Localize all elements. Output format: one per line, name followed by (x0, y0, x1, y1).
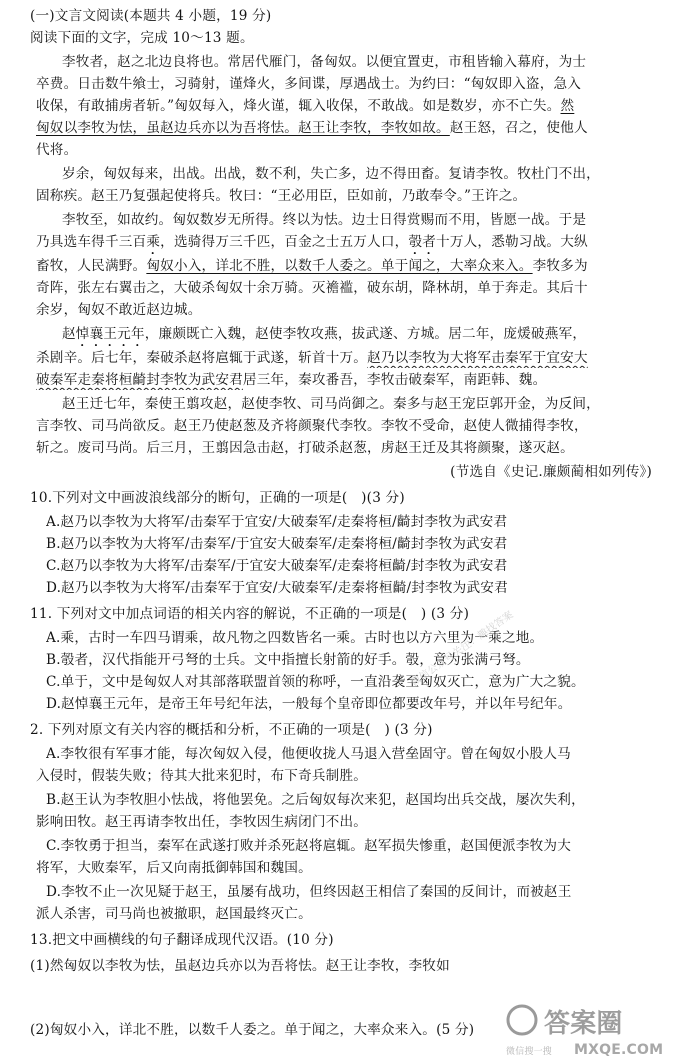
p4-line1: 赵悼襄王元年，廉颇既亡入魏，赵使李牧攻燕，拔武遂、方城。居二年，庞煖破燕军， (62, 326, 587, 342)
p3-line3: 畜牧，人民满野。匈奴小入，详北不胜，以数千人委之。单于闻之，大率众来入。李牧多为 (36, 258, 588, 274)
p3-line2: 乃具选车得千三百乘，选骑得万三千匹，百金之士五万人口，彀者十万人，悉勒习战。大纵 (36, 234, 588, 250)
wavy-line-sentence-cont: 破秦军走秦将桓齮封李牧为武安君 (36, 372, 243, 388)
q12-option-d-line2: 派人杀害，司马尚也被撤职，赵国最终灭亡。 (36, 906, 312, 922)
watermark-text: 微信公众号关注：趣找答案 (409, 609, 516, 689)
underline-sentence-2: 匈奴小入，详北不胜，以数千人委之。单于闻之，大率众来入。 (146, 258, 533, 274)
p5-line3: 斩之。废司马尚。后三月，王翦因急击赵，打破杀赵葱，虏赵王迁及其将颜聚，遂灭赵。 (36, 440, 574, 456)
q10-option-b: B.赵乃以李牧为大将军/击秦军/于宜安大破秦军/走秦将桓/齮封李牧为武安君 (46, 536, 508, 552)
p2-line1: 岁余，匈奴每来，出战。出战，数不利，失亡多，边不得田畜。复请李牧。牧杜门不出， (62, 166, 600, 182)
q12-option-b-line2: 影响田牧。赵王再请李牧出任，李牧因生病闭门不出。 (36, 814, 368, 830)
q11-option-b: B.彀者，汉代指能开弓弩的士兵。文中指擅长射箭的好手。彀，意为张满弓弩。 (46, 652, 530, 668)
p2-line2: 固称疾。赵王乃复强起使将兵。牧曰：“王必用臣，臣如前，乃敢奉令。”王许之。 (36, 188, 527, 204)
p1-line1: 李牧者，赵之北边良将也。常居代雁门，备匈奴。以便宜置吏，市租皆输入幕府，为士 (62, 54, 587, 70)
q11-option-c: C.单于，文中是匈奴人对其部落联盟首领的称呼，一直沿袭至匈奴灭亡，意为广大之貌。 (46, 674, 585, 690)
p1-line2: 卒费。日击数牛飨士，习骑射，谨烽火，多间谍，厚遇战士。为约曰：“匈奴即入盗，急入 (36, 76, 582, 92)
q10-stem: 10.下列对文中画波浪线部分的断句，正确的一项是( )(3 分) (30, 490, 405, 506)
q12-option-a-line1: A.李牧很有军事才能，每次匈奴入侵，他便收拢人马退入营垒固守。曾在匈奴小股人马 (46, 746, 571, 762)
q13-sentence-1: (1)然匈奴以李牧为怯，虽赵边兵亦以为吾将怯。赵王让李牧，李牧如 (30, 958, 450, 974)
p1-line5: 代将。 (36, 142, 78, 158)
p3-line5: 余岁，匈奴不敢近赵边城。 (36, 302, 202, 318)
q11-option-d: D.赵悼襄王元年，是帝王年号纪年法，一般每个皇帝即位都要改年号，并以年号纪年。 (46, 696, 572, 712)
q11-option-a: A.乘，古时一车四马谓乘，故凡物之四数皆名一乘。古时也以方六里为一乘之地。 (46, 630, 544, 646)
q10-option-d: D.赵乃以李牧为大将军/击秦军于宜安/大破秦军/走秦将桓齮/封李牧为武安君 (46, 580, 508, 596)
q12-option-d-line1: D.李牧不止一次见疑于赵王，虽屡有战功，但终因赵王相信了秦国的反间计，而被赵王 (46, 884, 572, 900)
p5-line1: 赵王迁七年，秦使王翦攻赵，赵使李牧、司马尚御之。秦多与赵王宠臣郭开金，为反间， (62, 396, 600, 412)
q13-sentence-2: (2)匈奴小入，详北不胜，以数千人委之。单于闻之，大率众来入。(5 分) (30, 1022, 475, 1038)
section-header: (一)文言文阅读(本题共 4 小题，19 分) (30, 8, 272, 24)
p3-line4: 奇阵，张左右翼击之，大破杀匈奴十余万骑。灭襜褴，破东胡，降林胡，单于奔走。其后十 (36, 280, 588, 296)
q12-option-c-line2: 将军，大败秦军，后又向南抵御韩国和魏国。 (36, 860, 312, 876)
logo-domain-text: MXQE.COM (574, 1042, 664, 1058)
dotted-word-gouzhe: 彀者 (408, 234, 437, 250)
logo-main-text: 答案圈 (544, 1009, 623, 1039)
q12-option-b-line1: B.赵王认为李牧胆小怯战，将他罢免。之后匈奴每次来犯，赵国均出兵交战，屡次失利， (46, 792, 585, 808)
q11-stem: 11. 下列对文中加点词语的相关内容的解说，不正确的一项是( ) (3 分) (30, 606, 470, 622)
underline-sentence-1-cont: 匈奴以李牧为怯，虽赵边兵亦以为吾将怯。赵王让李牧，李牧如故。 (36, 120, 450, 136)
q12-option-c-line1: C.李牧勇于担当，秦军在武遂打败并杀死赵将扈辄。赵军损失惨重，赵国便派李牧为大 (46, 838, 572, 854)
dotted-word-cheng: 乘 (146, 234, 161, 250)
underline-sentence-1: 然 (560, 98, 575, 114)
q12-option-a-line2: 入侵时，假装失败；待其大批来犯时，布下奇兵制胜。 (36, 768, 368, 784)
p4-line3: 破秦军走秦将桓齮封李牧为武安君居三年，秦攻番吾，李牧击破秦军，南距韩、魏。 (36, 372, 547, 388)
source-citation: (节选自《史记.廉颇蔺相如列传》) (450, 464, 652, 480)
q10-option-c: C.赵乃以李牧为大将军/击秦军/于宜安大破秦军/走秦将桓齮/封李牧为武安君 (46, 558, 508, 574)
p4-line2: 杀剧辛。后七年，秦破杀赵将扈辄于武遂，斩首十万。赵乃以李牧为大将军击秦军于宜安大 (36, 350, 588, 366)
q10-option-a: A.赵乃以李牧为大将军/击秦军于宜安/大破秦军/走秦将桓/齮封李牧为武安君 (46, 514, 508, 530)
q13-stem: 13.把文中画横线的句子翻译成现代汉语。(10 分) (30, 932, 334, 948)
wavy-line-sentence: 赵乃以李牧为大将军击秦军于宜安大 (367, 350, 588, 366)
logo-small-text: 微信搜一搜 (506, 1047, 553, 1057)
instruction: 阅读下面的文字，完成 10～13 题。 (30, 30, 254, 46)
p1-line4: 匈奴以李牧为怯，虽赵边兵亦以为吾将怯。赵王让李牧，李牧如故。赵王怒，召之，使他人 (36, 120, 588, 136)
p1-line3: 收保，有敢捕虏者斩。”匈奴每入，烽火谨，辄入收保，不敢战。如是数岁，亦不亡失。然 (36, 98, 575, 114)
site-logo (504, 1000, 674, 1058)
p3-line1: 李牧至，如故约。匈奴数岁无所得。终以为怯。边士日得赏赐而不用，皆愿一战。于是 (62, 212, 587, 228)
logo-graphic (504, 1000, 674, 1058)
dotted-word-year: 悼襄王元年 (75, 326, 145, 342)
p5-line2: 言李牧、司马尚欲反。赵王乃使赵葱及齐将颜聚代李牧。李牧不受命，赵使人微捕得李牧， (36, 418, 588, 434)
q12-stem: 2. 下列对原文有关内容的概括和分析，不正确的一项是( ) (3 分) (30, 722, 433, 738)
